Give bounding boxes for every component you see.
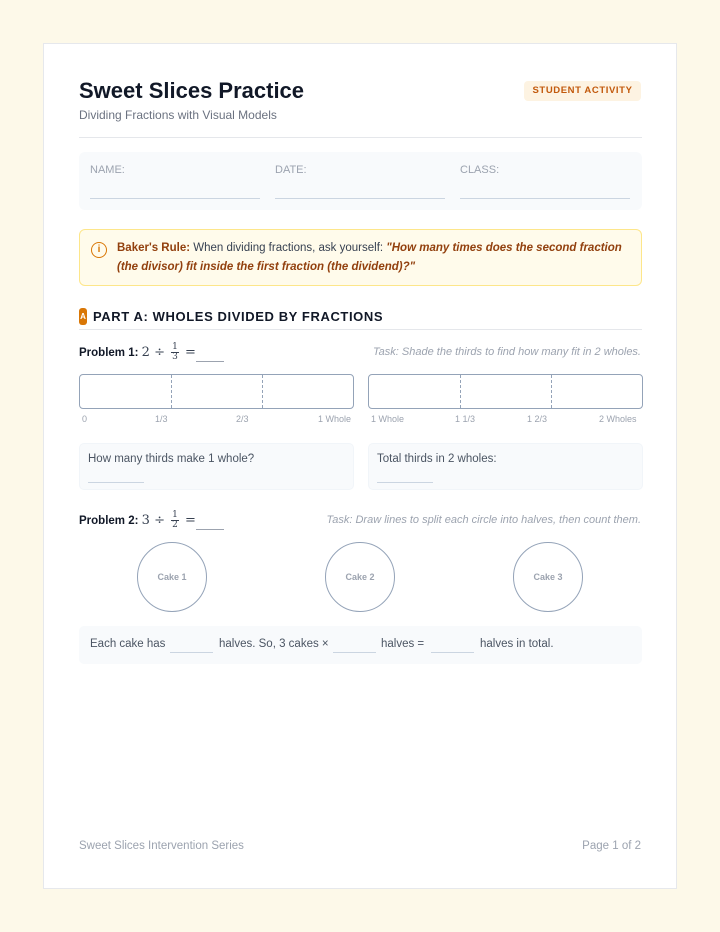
tick-label: 1 Whole xyxy=(371,414,405,424)
bakers-rule-text xyxy=(117,239,632,277)
problem-1-equals: = xyxy=(184,345,196,360)
question-text: Total thirds in 2 wholes: xyxy=(377,453,497,465)
sentence-part: halves in total. xyxy=(480,638,554,650)
problem-2-whole: 3 xyxy=(141,513,150,528)
problem-2-answer-blank[interactable] xyxy=(196,518,224,530)
student-info-box xyxy=(79,152,642,210)
class-label: CLASS: xyxy=(460,164,500,176)
cake-circle-2[interactable]: Cake 2 xyxy=(325,542,395,612)
third-divider xyxy=(551,375,552,408)
tick-label: 2/3 xyxy=(236,414,249,424)
problem-2-numerator: 1 xyxy=(172,510,178,520)
footer-series: Sweet Slices Intervention Series xyxy=(79,840,244,852)
thirds-in-whole-question xyxy=(79,443,354,490)
answer-line[interactable] xyxy=(88,482,144,483)
tick-label: 1 Whole xyxy=(318,414,352,424)
part-a-divider xyxy=(79,329,642,330)
problem-2-expression xyxy=(141,510,224,530)
problem-2-equals: = xyxy=(184,513,196,528)
problem-1-answer-blank[interactable] xyxy=(196,350,224,362)
problem-1-task: Task: Shade the thirds to find how many fit in 2 wholes. xyxy=(372,346,641,358)
fraction-bar-whole-2[interactable] xyxy=(368,374,643,409)
sentence-part: halves = xyxy=(381,638,425,650)
part-a-marker: A xyxy=(79,308,87,325)
problem-2-label: Problem 2: xyxy=(79,515,139,527)
header-divider xyxy=(79,137,642,138)
cake-circle-3[interactable]: Cake 3 xyxy=(513,542,583,612)
sentence-part: Each cake has xyxy=(90,638,166,650)
tick-label: 1 1/3 xyxy=(455,414,476,424)
info-icon: i xyxy=(91,242,107,258)
name-label: NAME: xyxy=(90,164,125,176)
halves-per-cake-blank[interactable] xyxy=(170,652,213,653)
sentence-part: halves. So, 3 cakes × xyxy=(219,638,329,650)
date-field[interactable] xyxy=(275,198,445,199)
problem-2-task: Task: Draw lines to split each circle into halves, then count them. xyxy=(326,514,641,526)
total-halves-blank[interactable] xyxy=(431,652,474,653)
question-text: How many thirds make 1 whole? xyxy=(88,453,255,465)
footer-page-number: Page 1 of 2 xyxy=(582,840,641,852)
bakers-rule-note xyxy=(79,229,642,286)
problem-2-operator: ÷ xyxy=(154,513,165,528)
bakers-rule-body: When dividing fractions, ask yourself: xyxy=(193,242,384,254)
problem-2-fraction xyxy=(171,511,179,530)
problem-1-operator: ÷ xyxy=(154,345,165,360)
part-a-title: PART A: WHOLES DIVIDED BY FRACTIONS xyxy=(93,309,384,324)
page-title: Sweet Slices Practice xyxy=(79,78,305,103)
third-divider xyxy=(262,375,263,408)
problem-1-numerator: 1 xyxy=(172,342,178,352)
tick-label: 0 xyxy=(82,414,88,424)
third-divider xyxy=(171,375,172,408)
tick-label: 2 Wholes xyxy=(599,414,637,424)
problem-1-fraction xyxy=(171,343,179,362)
problem-2-heading xyxy=(79,511,224,530)
worksheet-page xyxy=(43,43,677,889)
bakers-rule-label: Baker's Rule: xyxy=(117,242,191,254)
problem-2-denominator: 2 xyxy=(172,520,178,530)
cakes-multiplier-blank[interactable] xyxy=(333,652,376,653)
date-label: DATE: xyxy=(275,164,307,176)
cake-circle-1[interactable]: Cake 1 xyxy=(137,542,207,612)
third-divider xyxy=(460,375,461,408)
thirds-in-two-wholes-question xyxy=(368,443,643,490)
problem-1-expression xyxy=(141,342,224,362)
page-subtitle: Dividing Fractions with Visual Models xyxy=(79,108,277,122)
problem-1-heading xyxy=(79,343,224,362)
tick-label: 1/3 xyxy=(155,414,168,424)
fraction-bar-whole-1[interactable] xyxy=(79,374,354,409)
problem-1-denominator: 3 xyxy=(172,352,178,362)
tick-label: 1 2/3 xyxy=(527,414,548,424)
class-field[interactable] xyxy=(460,198,630,199)
name-field[interactable] xyxy=(90,198,260,199)
answer-line[interactable] xyxy=(377,482,433,483)
bakers-rule-quote: "How many times does the second fraction (the divisor) fit inside the first fraction (the dividend)?" xyxy=(117,242,622,273)
problem-1-whole: 2 xyxy=(141,345,150,360)
halves-sentence-box xyxy=(79,626,642,664)
student-activity-badge: STUDENT ACTIVITY xyxy=(524,81,641,101)
problem-1-label: Problem 1: xyxy=(79,347,139,359)
